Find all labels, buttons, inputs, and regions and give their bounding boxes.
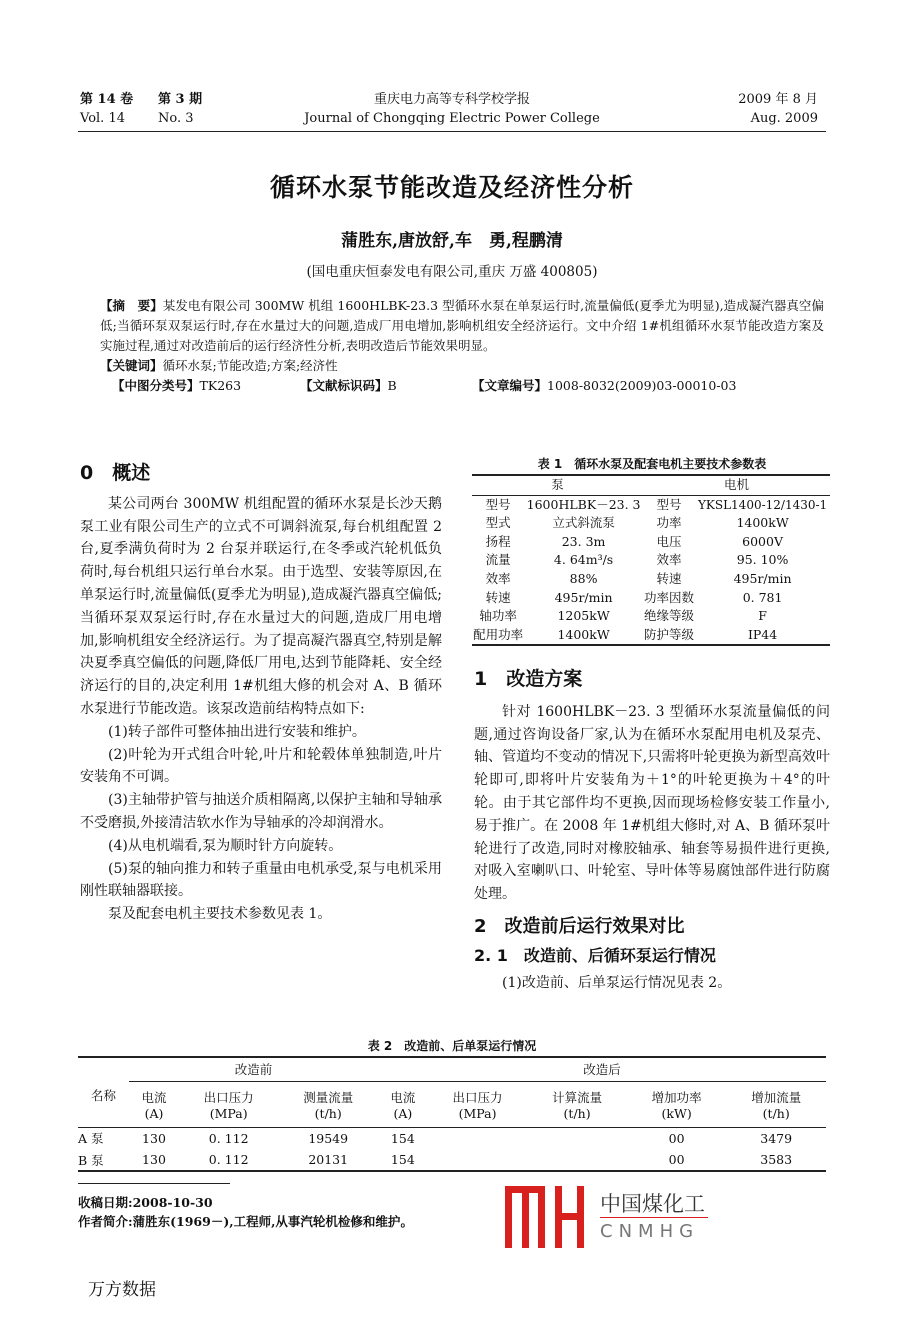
- table-row: [472, 589, 830, 608]
- cell: 转速: [656, 570, 682, 586]
- cell: 型号: [485, 496, 511, 512]
- cell: 配用功率: [473, 626, 524, 642]
- keywords-label: 【关键词】: [100, 358, 163, 373]
- cell: 23. 3m: [561, 533, 606, 549]
- before-header: 改造前: [129, 1057, 378, 1081]
- cell: 防护等级: [644, 626, 695, 642]
- section-heading: 1 改造方案: [474, 668, 583, 690]
- abstract: [100, 296, 824, 356]
- cell: 20131: [308, 1152, 349, 1167]
- table1: [472, 474, 830, 646]
- watermark-rule: [600, 1217, 708, 1218]
- cell: 效率: [656, 552, 682, 568]
- cell: 495r/min: [554, 589, 613, 605]
- name-header: 名称: [91, 1088, 117, 1103]
- doc-code-value: B: [387, 378, 397, 393]
- cell: 95. 10%: [736, 552, 789, 568]
- paragraph: 针对 1600HLBK－23. 3 型循环水泵流量偏低的问题,通过咨询设备厂家,认为在循环水泵配用电机及泵壳、轴、管道均不变动的情况下,只需将叶轮更换为新型高效叶轮即可,即将叶片安装角为＋1°的叶轮更换为＋4°的叶轮。由于其它部件均不更换,因而现场检修安装工作量小,易于推广。在 2008 年 1#机组大修时,对 A、B 循环泵叶轮进行了改造,同时对橡胶轴承、轴套等易损件进行更换,对吸入室喇叭口、叶轮室、导叶体等易腐蚀部件进行防腐处理。: [474, 703, 830, 903]
- group-motor: 电机: [723, 477, 749, 492]
- cell: 效率: [485, 570, 511, 586]
- cell: 3479: [760, 1130, 793, 1146]
- article-no-value: 1008-8032(2009)03-00010-03: [547, 378, 737, 393]
- section-0: [80, 462, 442, 926]
- column-header: 出口压力 (MPa): [452, 1089, 503, 1121]
- table2-caption: 表 2 改造前、后单泵运行情况: [367, 1039, 537, 1053]
- cell: 4. 64m³/s: [553, 552, 614, 568]
- journal-cn: 重庆电力高等专科学校学报: [373, 92, 530, 107]
- table-row: [472, 514, 830, 533]
- date-en: Aug. 2009: [750, 111, 818, 126]
- clc-value: TK263: [199, 378, 242, 393]
- header-rule: [78, 131, 826, 132]
- after-header: 改造后: [378, 1057, 826, 1081]
- cell: 0. 781: [742, 589, 783, 605]
- table-row: [472, 495, 830, 514]
- cell: 功率因数: [644, 589, 695, 605]
- cell: 0. 112: [208, 1130, 249, 1146]
- cell: 电压: [656, 533, 682, 549]
- cell: 1600HLBK－23. 3: [526, 496, 641, 512]
- cell: 转速: [485, 589, 511, 605]
- column-header: 测量流量 (t/h): [303, 1089, 354, 1121]
- subsection-heading: 2. 1 改造前、后循环泵运行情况: [474, 945, 716, 965]
- keywords: [100, 356, 824, 376]
- table-row: [472, 607, 830, 626]
- footnote-rule: [78, 1183, 230, 1184]
- cell: 0. 112: [208, 1152, 249, 1167]
- volume-en: Vol. 14: [80, 111, 125, 126]
- cell: [428, 1127, 528, 1149]
- abstract-text: 某发电有限公司 300MW 机组 1600HLBK-23.3 型循环水泵在单泵运行时,流量偏低(夏季尤为明显),造成凝汽器真空偏低;当循环泵双泵运行时,存在水量过大的问题,造成厂用电增加,影响机组安全经济运行。文中介绍 1#机组循环水泵节能改造方案及实施过程,通过对改造前后的运行经济性分析,表明改造后节能效果明显。: [100, 298, 824, 353]
- source-mark: 万方数据: [88, 1280, 156, 1300]
- cell: [428, 1149, 528, 1171]
- section-heading: 2 改造前后运行效果对比: [474, 915, 685, 937]
- section-heading: 0 概述: [80, 462, 151, 484]
- paragraph: 某公司两台 300MW 机组配置的循环水泵是长沙天鹅泵工业有限公司生产的立式不可调斜流泵,每台机组配置 2 台,夏季满负荷时为 2 台泵并联运行,在冬季或汽轮机低负荷时,每台机组只运行单台水泵。由于选型、安装等原因,在单泵运行时,流量偏低(夏季尤为明显),造成凝汽器真空偏低;当循环泵双泵运行时,存在水量过大的问题,造成厂用电增加,影响机组安全经济运行。为了提高凝汽器真空,特别是解决夏季真空偏低的问题,降低厂用电,达到节能降耗、安全经济运行的目的,决定利用 1#机组大修的机会对 A、B 循环水泵进行节能改造。该泵改造前结构特点如下:: [80, 495, 442, 717]
- keywords-text: 循环水泵;节能改造;方案;经济性: [162, 358, 338, 373]
- cell: YKSL1400-12/1430-1: [697, 497, 828, 512]
- cell: A 泵: [78, 1131, 104, 1147]
- table-row: [78, 1127, 826, 1149]
- cell: 00: [668, 1130, 685, 1146]
- watermark-en: CNMHG: [600, 1221, 700, 1242]
- column-header: 增加流量 (t/h): [751, 1089, 802, 1121]
- cell: [527, 1127, 627, 1149]
- abstract-label: 【摘 要】: [100, 298, 163, 313]
- cell: 130: [142, 1130, 166, 1146]
- cell: 154: [390, 1130, 415, 1146]
- cell: 扬程: [485, 533, 511, 549]
- cell: 型式: [485, 515, 511, 531]
- table-row: [472, 551, 830, 570]
- cell: 1400kW: [736, 515, 789, 531]
- cell: 轴功率: [479, 608, 517, 624]
- journal-en: Journal of Chongqing Electric Power College: [304, 111, 600, 126]
- column-header: 计算流量 (t/h): [552, 1089, 603, 1121]
- abstract-block: [100, 296, 824, 396]
- table-row: [472, 570, 830, 589]
- cell: 6000V: [742, 533, 783, 549]
- cell: 00: [668, 1152, 685, 1167]
- volume-cn: 第 14 卷: [80, 92, 134, 107]
- authors: 蒲胜东,唐放舒,车 勇,程鹏清: [341, 231, 563, 251]
- watermark-logo: [505, 1186, 720, 1248]
- cell: 1205kW: [557, 608, 610, 624]
- paragraph: (5)泵的轴向推力和转子重量由电机承受,泵与电机采用刚性联轴器联接。: [80, 860, 442, 900]
- cell: 3583: [760, 1152, 793, 1167]
- cell: 88%: [569, 570, 598, 586]
- table2: [78, 1056, 826, 1172]
- paragraph: 泵及配套电机主要技术参数见表 1。: [108, 906, 332, 923]
- cell: 立式斜流泵: [552, 515, 615, 531]
- table1-caption: 表 1 循环水泵及配套电机主要技术参数表: [537, 457, 767, 471]
- classification: [100, 376, 824, 396]
- cell: 495r/min: [733, 570, 792, 586]
- paragraph: (4)从电机端看,泵为顺时针方向旋转。: [108, 837, 343, 854]
- paragraph: (1)转子部件可整体抽出进行安装和维护。: [108, 723, 366, 740]
- cell: 154: [390, 1152, 415, 1167]
- article-no-label: 【文章编号】: [472, 378, 548, 393]
- cell: 功率: [656, 515, 682, 531]
- paper-title: 循环水泵节能改造及经济性分析: [269, 173, 634, 202]
- issue-en: No. 3: [158, 111, 194, 126]
- paragraph: (3)主轴带护管与抽送介质相隔离,以保护主轴和导轴承不受磨损,外接清洁软水作为导轴承的冷却润滑水。: [80, 792, 442, 831]
- paragraph: (1)改造前、后单泵运行情况见表 2。: [502, 974, 732, 991]
- cell: [527, 1149, 627, 1171]
- table-row: [472, 626, 830, 646]
- cell: 型号: [656, 496, 682, 512]
- cell: 1400kW: [557, 626, 610, 642]
- table-row: [472, 533, 830, 552]
- column-header: 出口压力 (MPa): [203, 1089, 254, 1121]
- cell: B 泵: [78, 1152, 104, 1168]
- paragraph: (2)叶轮为开式组合叶轮,叶片和轮毂体单独制造,叶片安装角不可调。: [80, 746, 442, 786]
- doc-code-label: 【文献标识码】: [300, 378, 388, 393]
- watermark-cn: 中国煤化工: [600, 1192, 705, 1216]
- cell: IP44: [747, 626, 778, 642]
- column-header: 电流 (A): [390, 1089, 416, 1121]
- cell: 130: [142, 1152, 166, 1167]
- cell: 绝缘等级: [644, 608, 695, 624]
- cell: 流量: [485, 552, 511, 568]
- date-cn: 2009 年 8 月: [738, 92, 818, 107]
- cell: 19549: [308, 1130, 349, 1146]
- author-bio: 作者简介:蒲胜东(1969－),工程师,从事汽轮机检修和维护。: [78, 1214, 413, 1229]
- mh-logo-icon: [505, 1186, 595, 1248]
- section-1: [474, 668, 830, 994]
- affiliation: (国电重庆恒泰发电有限公司,重庆 万盛 400805): [306, 264, 598, 280]
- group-pump: 泵: [551, 477, 564, 492]
- table-row: [78, 1149, 826, 1171]
- cell: F: [758, 608, 767, 624]
- received-date: 收稿日期:2008-10-30: [78, 1195, 213, 1210]
- clc-label: 【中图分类号】: [112, 378, 200, 393]
- column-header: 增加功率 (kW): [651, 1089, 702, 1121]
- column-header: 电流 (A): [141, 1089, 167, 1121]
- issue-cn: 第 3 期: [158, 92, 203, 107]
